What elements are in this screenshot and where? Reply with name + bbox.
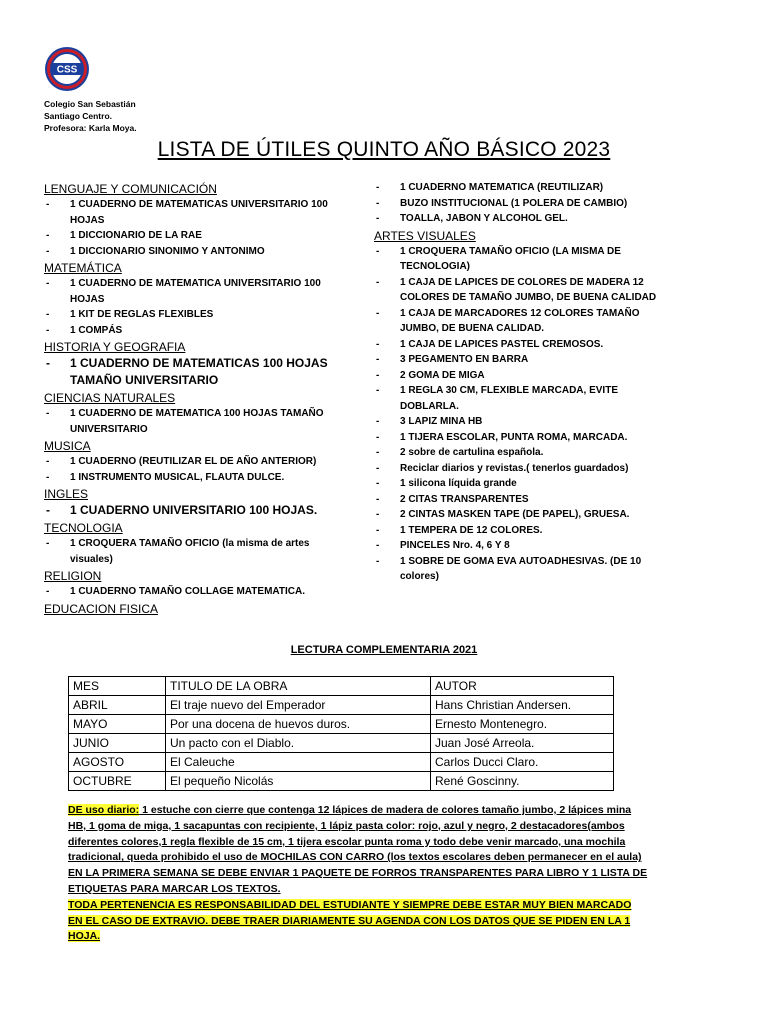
list-item: - 1 CAJA DE LAPICES DE COLORES DE MADERA 12 COLORES DE TAMAÑO JUMBO, DE BUENA CALIDAD xyxy=(376,276,657,303)
list-item: - 1 CUADERNO MATEMATICA (REUTILIZAR) xyxy=(376,182,604,193)
table-cell: AGOSTO xyxy=(69,753,166,772)
list-item: - 1 CUADERNO TAMAÑO COLLAGE MATEMATICA. xyxy=(46,586,305,597)
list-item: - 1 CUADERNO UNIVERSITARIO 100 HOJAS. xyxy=(46,503,318,517)
table-cell: Carlos Ducci Claro. xyxy=(431,753,614,772)
list-item: - 2 CITAS TRANSPARENTES xyxy=(376,493,529,505)
list-item: - 1 DICCIONARIO DE LA RAE xyxy=(46,230,202,241)
list-item: - 1 TEMPERA DE 12 COLORES. xyxy=(376,524,543,536)
table-row xyxy=(69,772,614,791)
list-item: - 3 LAPIZ MINA HB xyxy=(376,416,483,427)
section-heading-tecnologia: TECNOLOGIA xyxy=(44,521,123,535)
list-item: - 1 COMPÁS xyxy=(46,324,123,336)
notes-block xyxy=(68,803,648,945)
table-row xyxy=(69,715,614,734)
list-item: - 1 KIT DE REGLAS FLEXIBLES xyxy=(46,309,214,320)
table-cell: ABRIL xyxy=(69,696,166,715)
table-cell: OCTUBRE xyxy=(69,772,166,791)
school-logo xyxy=(44,46,90,92)
list-item: - 1 INSTRUMENTO MUSICAL, FLAUTA DULCE. xyxy=(46,471,285,483)
table-row xyxy=(69,734,614,753)
list-item: - 1 silicona líquida grande xyxy=(376,478,517,489)
school-location: Santiago Centro. xyxy=(44,111,113,121)
list-item: - 1 SOBRE DE GOMA EVA AUTOADHESIVAS. (DE 10 colores) xyxy=(376,555,642,582)
list-item: - TOALLA, JABON Y ALCOHOL GEL. xyxy=(376,213,568,224)
table-cell: René Goscinny. xyxy=(431,772,614,791)
section-heading-lenguaje: LENGUAJE Y COMUNICACIÓN xyxy=(44,182,217,196)
section-heading-artes: ARTES VISUALES xyxy=(374,228,476,243)
table-header-row xyxy=(69,677,614,696)
list-item: - 1 CUADERNO DE MATEMATICA 100 HOJAS TAMAÑO UNIVERSITARIO xyxy=(46,408,324,435)
table-header-cell: AUTOR xyxy=(431,677,614,696)
list-item: - 1 CUADERNO DE MATEMATICA UNIVERSITARIO 100 HOJAS xyxy=(46,278,321,305)
list-item: - 2 GOMA DE MIGA xyxy=(376,369,485,381)
forros-note: EN LA PRIMERA SEMANA SE DEBE ENVIAR 1 PAQUETE DE FORROS TRANSPARENTES PARA LIBRO Y 1 LISTA DE ETIQUETAS PARA MARCAR LOS TEXTOS. xyxy=(68,867,648,895)
school-header xyxy=(44,98,137,134)
left-column xyxy=(44,180,354,617)
section-heading-ingles: INGLES xyxy=(44,487,89,501)
section-heading-ciencias: CIENCIAS NATURALES xyxy=(44,391,176,405)
list-item: - 1 TIJERA ESCOLAR, PUNTA ROMA, MARCADA. xyxy=(376,431,628,443)
list-item: - Reciclar diarios y revistas.( tenerlos guardados) xyxy=(376,462,629,474)
table-header-cell: TITULO DE LA OBRA xyxy=(166,677,431,696)
table-cell: Un pacto con el Diablo. xyxy=(166,734,431,753)
uso-diario-paragraph xyxy=(68,804,642,863)
table-cell: El pequeño Nicolás xyxy=(166,772,431,791)
pertenencia-note: TODA PERTENENCIA ES RESPONSABILIDAD DEL ESTUDIANTE Y SIEMPRE DEBE ESTAR MUY BIEN MARCADO EN EL CASO DE EXTRAVIO. DEBE TRAER DIARIAMENTE SU AGENDA CON LOS DATOS QUE SE PIDEN EN LA 1 HOJA. xyxy=(68,898,632,943)
table-header-cell: MES xyxy=(69,677,166,696)
table-cell: Por una docena de huevos duros. xyxy=(166,715,431,734)
school-name: Colegio San Sebastián xyxy=(44,99,136,109)
list-item: - BUZO INSTITUCIONAL (1 POLERA DE CAMBIO) xyxy=(376,197,628,209)
uso-diario-label: DE uso diario: xyxy=(68,804,140,816)
list-item: - 3 PEGAMENTO EN BARRA xyxy=(376,354,529,365)
table-cell: Hans Christian Andersen. xyxy=(431,696,614,715)
section-heading-educacion-fisica: EDUCACION FISICA xyxy=(44,601,159,616)
uso-diario-text: 1 estuche con cierre que contenga 12 lápices de madera de colores tamaño jumbo, 2 lápices mina HB, 1 goma de miga, 1 sacapuntas con recipiente, 1 lápiz pasta color: rojo, azul y negro, 2 destacadores(ambos diferentes colores,1 regla flexible de 15 cm, 1 tijera escolar punta roma y todo debe venir marcado, una mochila tradicional, queda prohibido el uso de MOCHILAS CON CARRO (los textos escolares deben permanecer en el aula) xyxy=(68,804,642,864)
list-item: - 1 CAJA DE MARCADORES 12 COLORES TAMAÑO JUMBO, DE BUENA CALIDAD. xyxy=(376,307,640,334)
table-cell: MAYO xyxy=(69,715,166,734)
list-item: - 1 CROQUERA TAMAÑO OFICIO (la misma de artes visuales) xyxy=(46,538,310,565)
list-item: - 1 DICCIONARIO SINONIMO Y ANTONIMO xyxy=(46,245,265,257)
right-column xyxy=(374,180,674,585)
table-cell: El Caleuche xyxy=(166,753,431,772)
section-heading-musica: MUSICA xyxy=(44,439,91,453)
table-cell: Ernesto Montenegro. xyxy=(431,715,614,734)
table-cell: JUNIO xyxy=(69,734,166,753)
lectura-table xyxy=(68,676,614,791)
section-heading-religion: RELIGION xyxy=(44,569,102,583)
list-item: - 2 CINTAS MASKEN TAPE (DE PAPEL), GRUESA. xyxy=(376,509,630,520)
table-cell: Juan José Arreola. xyxy=(431,734,614,753)
table-cell: El traje nuevo del Emperador xyxy=(166,696,431,715)
list-item: - 1 CUADERNO DE MATEMATICAS UNIVERSITARIO 100 HOJAS xyxy=(46,199,328,226)
section-heading-historia: HISTORIA Y GEOGRAFIA xyxy=(44,340,186,354)
list-item: - 1 CAJA DE LAPICES PASTEL CREMOSOS. xyxy=(376,338,604,350)
logo-text: CSS xyxy=(56,64,78,76)
list-item: - 1 REGLA 30 CM, FLEXIBLE MARCADA, EVITE DOBLARLA. xyxy=(376,385,618,412)
section-heading-matematica: MATEMÁTICA xyxy=(44,261,122,275)
list-item: - PINCELES Nro. 4, 6 Y 8 xyxy=(376,540,510,551)
list-item: - 1 CROQUERA TAMAÑO OFICIO (LA MISMA DE TECNOLOGIA) xyxy=(376,245,621,272)
list-item: - 1 CUADERNO DE MATEMATICAS 100 HOJAS TAMAÑO UNIVERSITARIO xyxy=(46,356,328,387)
table-row xyxy=(69,696,614,715)
list-item: - 1 CUADERNO (REUTILIZAR EL DE AÑO ANTERIOR) xyxy=(46,456,317,467)
page-title: LISTA DE ÚTILES QUINTO AÑO BÁSICO 2023 xyxy=(157,138,611,161)
teacher-name: Profesora: Karla Moya. xyxy=(44,123,137,133)
lectura-title: LECTURA COMPLEMENTARIA 2021 xyxy=(290,644,478,656)
list-item: - 2 sobre de cartulina española. xyxy=(376,447,544,458)
table-row xyxy=(69,753,614,772)
